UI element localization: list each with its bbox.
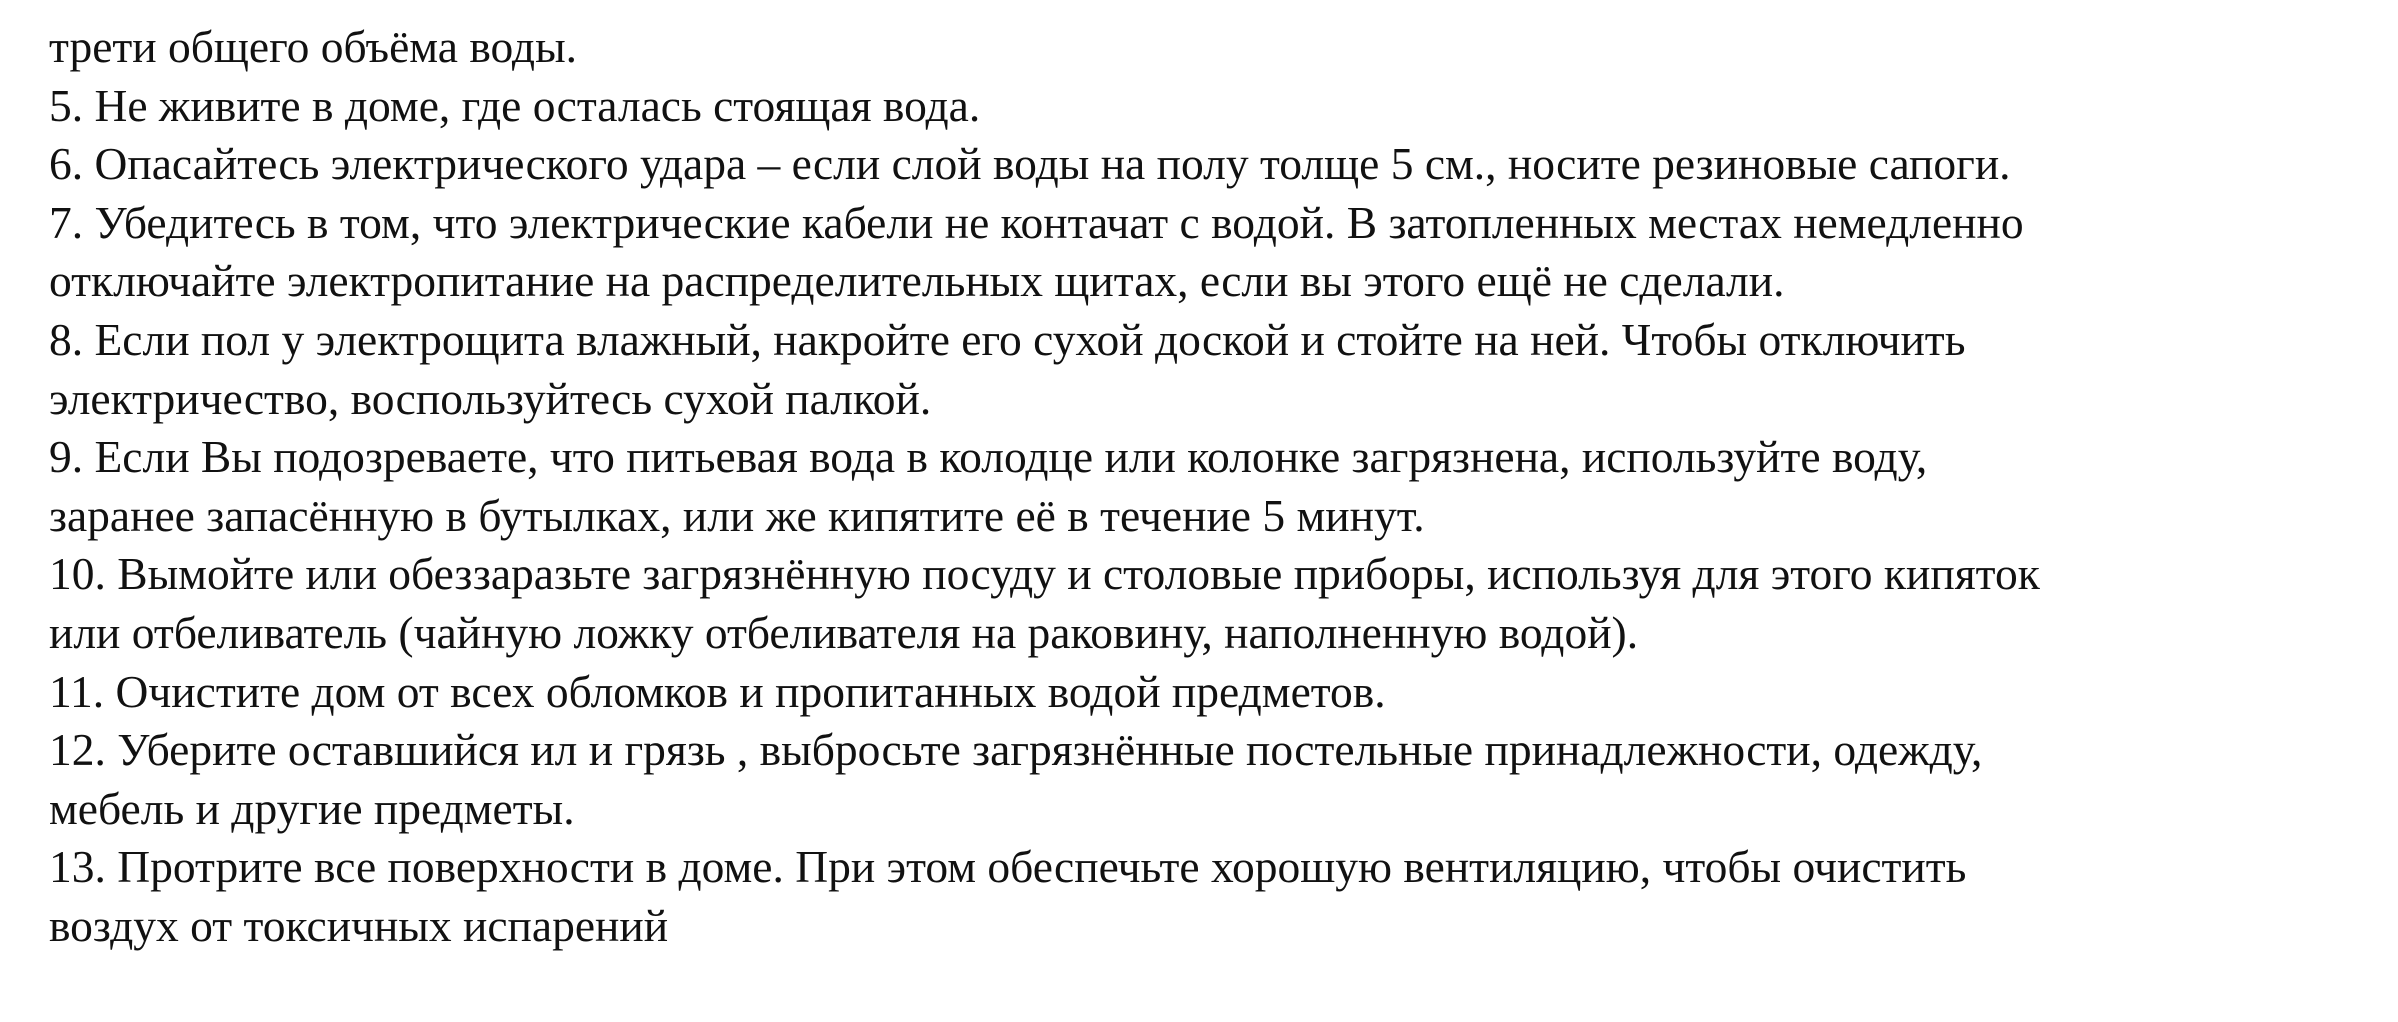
text-line: 12. Уберите оставшийся ил и грязь , выбросьте загрязнённые постельные принадлежности, одежду, <box>49 724 1983 776</box>
text-line: 9. Если Вы подозреваете, что питьевая вода в колодце или колонке загрязнена, используйте воду, <box>49 431 1928 483</box>
text-line: 5. Не живите в доме, где осталась стоящая вода. <box>49 79 981 131</box>
text-line: 8. Если пол у электрощита влажный, накройте его сухой доской и стойте на ней. Чтобы отключить <box>49 313 1966 365</box>
text-line: мебель и другие предметы. <box>49 782 575 834</box>
text-line: 6. Опасайтесь электрического удара – если слой воды на полу толще 5 см., носите резиновые сапоги. <box>49 138 2011 190</box>
text-line: 11. Очистите дом от всех обломков и пропитанных водой предметов. <box>49 665 1386 717</box>
text-line: трети общего объёма воды. <box>49 21 578 72</box>
text-line: электричество, воспользуйтесь сухой палкой. <box>49 372 932 424</box>
text-line: 10. Вымойте или обеззаразьте загрязнённую посуду и столовые приборы, используя для этого кипяток <box>49 548 2040 600</box>
text-line: отключайте электропитание на распределительных щитах, если вы этого ещё не сделали. <box>49 255 1785 307</box>
text-line: или отбеливатель (чайную ложку отбеливателя на раковину, наполненную водой). <box>49 606 1639 658</box>
text-line: заранее запасённую в бутылках, или же кипятите её в течение 5 минут. <box>49 489 1425 541</box>
text-line: 7. Убедитесь в том, что электрические кабели не контачат с водой. В затопленных местах немедленно <box>49 196 2024 248</box>
text-line: 13. Протрите все поверхности в доме. При этом обеспечьте хорошую вентиляцию, чтобы очистить <box>49 841 1967 893</box>
document-body <box>49 18 2379 956</box>
text-line: воздух от токсичных испарений <box>49 899 669 951</box>
